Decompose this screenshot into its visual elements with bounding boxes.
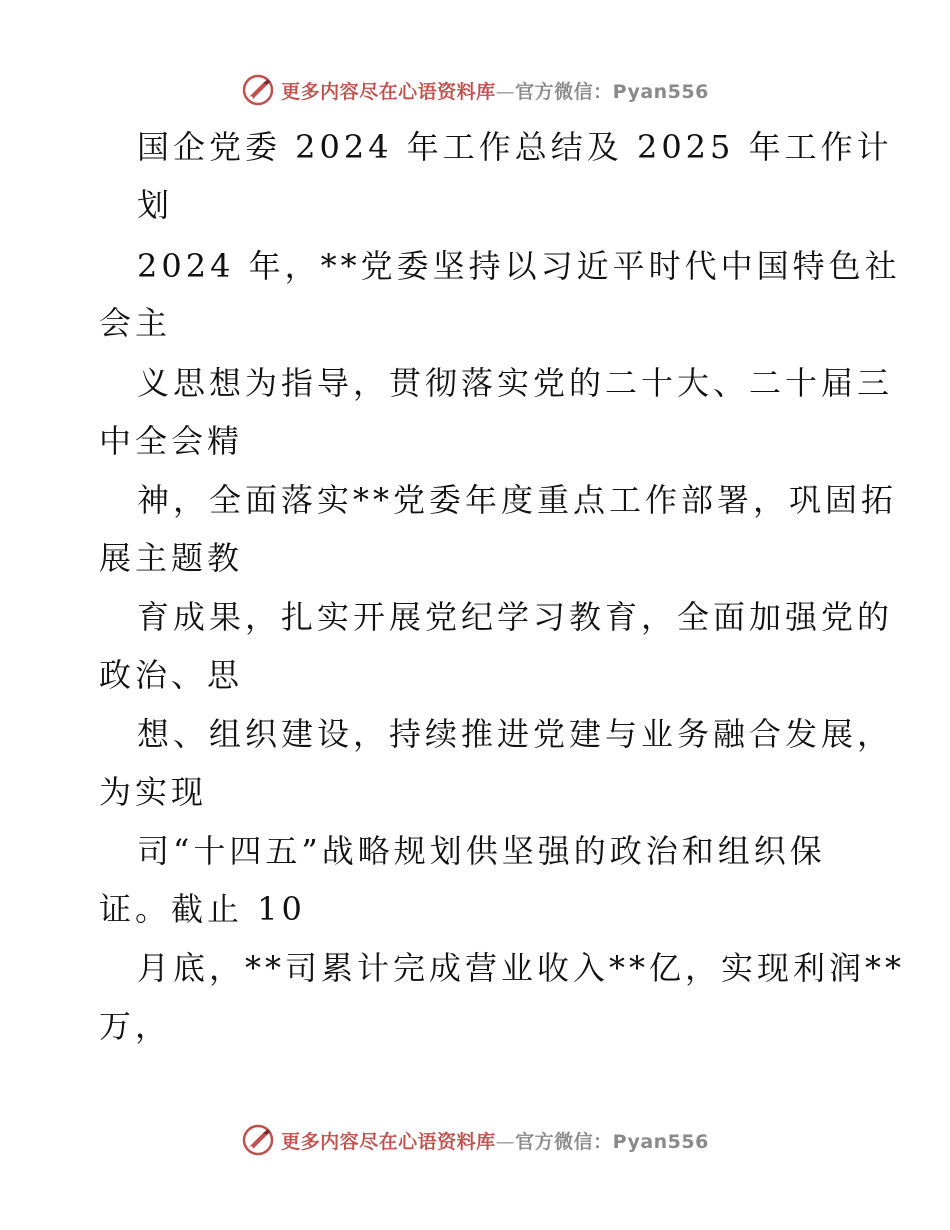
- watermark-library-text: 更多内容尽在心语资料库: [281, 80, 496, 103]
- paragraph-line: 会主: [99, 304, 172, 342]
- paragraph-line: 政治、思: [99, 656, 244, 694]
- watermark-dash: —: [495, 1130, 516, 1153]
- paragraph-line: 义思想为指导，贯彻落实党的二十大、二十届三: [137, 364, 894, 402]
- paragraph-line: 司“十四五”战略规划供坚强的政治和组织保: [137, 832, 826, 870]
- watermark-wechat-id: Pyan556: [612, 1130, 709, 1153]
- paragraph-line: 中全会精: [99, 422, 244, 460]
- watermark-text: [281, 1127, 709, 1154]
- title-line-1: 国企党委 2024 年工作总结及 2025 年工作计: [137, 128, 893, 166]
- watermark-library-text: 更多内容尽在心语资料库: [281, 1130, 496, 1153]
- paragraph-line: 为实现: [99, 773, 208, 811]
- watermark-wechat-label: 官方微信：: [515, 1130, 613, 1153]
- paragraph-line: 展主题教: [99, 539, 244, 577]
- watermark-wechat-id: Pyan556: [612, 80, 709, 103]
- paragraph-line: 育成果，扎实开展党纪学习教育，全面加强党的: [137, 598, 894, 636]
- paragraph-line: 想、组织建设，持续推进党建与业务融合发展，: [137, 715, 894, 753]
- title-line-2: 划: [137, 186, 174, 224]
- paragraph-line: 证。截止 10: [99, 890, 306, 928]
- watermark-wechat-label: 官方微信：: [515, 80, 613, 103]
- pen-logo-icon: [241, 1123, 275, 1157]
- paragraph-line: 万，: [99, 1007, 172, 1045]
- paragraph-line: 神，全面落实**党委年度重点工作部署，巩固拓: [137, 481, 898, 519]
- watermark-dash: —: [495, 80, 516, 103]
- footer-watermark: [0, 1122, 950, 1158]
- paragraph-line: 月底，**司累计完成营业收入**亿，实现利润**: [137, 949, 906, 987]
- paragraph-line: 2024 年，**党委坚持以习近平时代中国特色社: [137, 247, 901, 285]
